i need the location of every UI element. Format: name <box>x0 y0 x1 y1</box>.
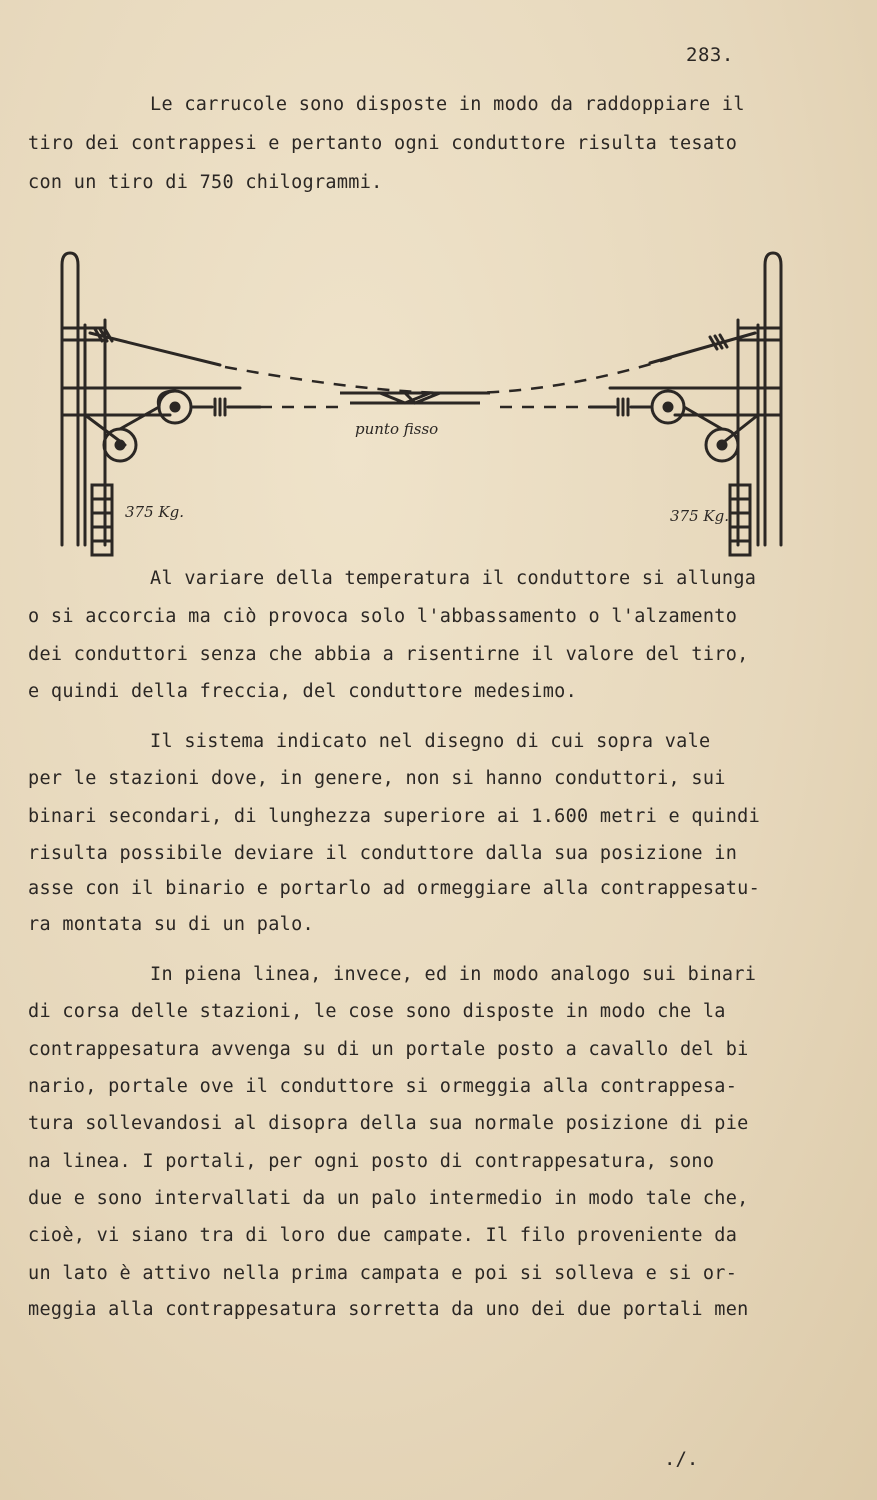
text-line: Le carrucole sono disposte in modo da raddoppiare il <box>150 94 745 115</box>
text-line: cioè, vi siano tra di loro due campate. Il filo proveniente da <box>28 1225 738 1246</box>
text-line: e quindi della freccia, del conduttore medesimo. <box>28 681 578 702</box>
right-counterweight <box>730 485 750 555</box>
text-line: tiro dei contrappesi e pertanto ogni conduttore risulta tesato <box>28 133 738 154</box>
right-weight-label: 375 Kg. <box>670 507 729 525</box>
continuation-mark: ./. <box>664 1448 699 1470</box>
text-line: di corsa delle stazioni, le cose sono disposte in modo che la <box>28 1001 726 1022</box>
text-line: Il sistema indicato nel disegno di cui sopra vale <box>150 731 711 752</box>
text-line: Al variare della temperatura il conduttore si allunga <box>150 568 757 589</box>
page-number: 283. <box>686 44 734 66</box>
text-line: nario, portale ove il conduttore si ormeggia alla contrappesa- <box>28 1076 738 1097</box>
text-line: meggia alla contrappesatura sorretta da uno dei due portali men <box>28 1299 749 1320</box>
text-line: tura sollevandosi al disopra della sua normale posizione di pie <box>28 1113 749 1134</box>
text-line: per le stazioni dove, in genere, non si hanno conduttori, sui <box>28 768 726 789</box>
left-pole <box>62 253 78 545</box>
text-line: binari secondari, di lunghezza superiore ai 1.600 metri e quindi <box>28 806 761 827</box>
fixed-point-label: punto fisso <box>355 420 439 438</box>
fixed-point-anchor <box>340 393 490 403</box>
text-line: na linea. I portali, per ogni posto di contrappesatura, sono <box>28 1151 715 1172</box>
text-line: contrappesatura avvenga su di un portale posto a cavallo del bi <box>28 1039 749 1060</box>
text-line: dei conduttori senza che abbia a risentirne il valore del tiro, <box>28 644 749 665</box>
left-weight-label: 375 Kg. <box>125 503 184 521</box>
text-line: un lato è attivo nella prima campata e poi si solleva e si or- <box>28 1263 738 1284</box>
text-line: In piena linea, invece, ed in modo analogo sui binari <box>150 964 757 985</box>
catenary-tensioning-diagram <box>50 245 800 565</box>
text-line: due e sono intervallati da un palo intermedio in modo tale che, <box>28 1188 749 1209</box>
text-line: o si accorcia ma ciò provoca solo l'abbassamento o l'alzamento <box>28 606 738 627</box>
text-line: ra montata su di un palo. <box>28 914 314 935</box>
right-pole <box>765 253 781 545</box>
left-counterweight <box>92 485 112 555</box>
text-line: con un tiro di 750 chilogrammi. <box>28 172 383 193</box>
text-line: risulta possibile deviare il conduttore dalla sua posizione in <box>28 843 738 864</box>
text-line: asse con il binario e portarlo ad ormeggiare alla contrappesatu- <box>28 878 761 899</box>
